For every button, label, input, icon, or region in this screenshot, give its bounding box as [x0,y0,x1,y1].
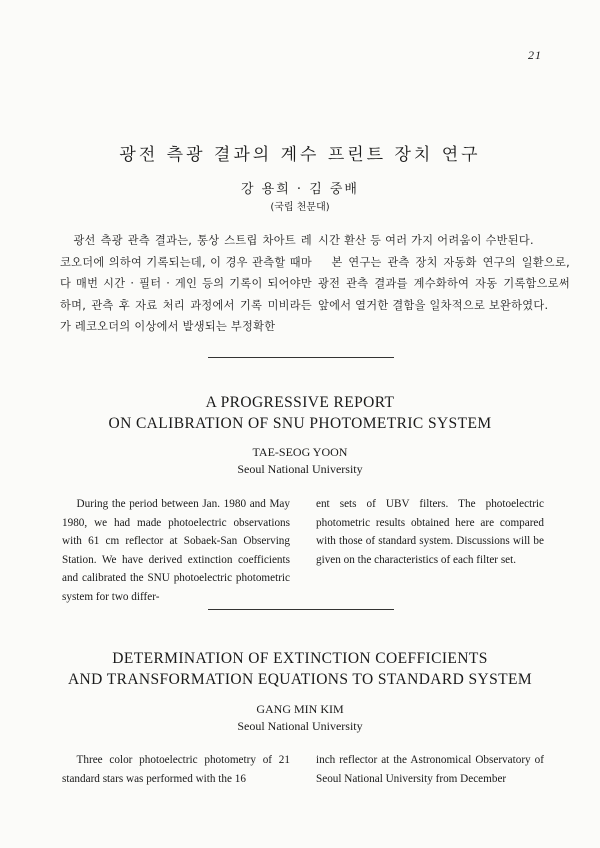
paper2-abstract-paragraph: Three color photoelectric photometry of 21 standard stars was performed with the 16 [62,754,290,785]
korean-abstract-paragraph: 본 연구는 관측 장치 자동화 연구의 일환으로, 광전 관측 결과를 계수화하여 자동 기록함으로써 앞에서 열거한 결함을 일차적으로 보완하였다. [318,255,570,312]
section-divider [208,609,394,610]
paper2-title [0,648,600,690]
paper2-affiliation: Seoul National University [237,719,363,733]
page-number: 21 [528,48,542,62]
paper2-abstract-paragraph: inch reflector at the Astronomical Observatory of Seoul National University from December [316,754,544,785]
paper1-affiliation: Seoul National University [237,462,363,476]
paper1-abstract-right-column [316,495,544,569]
paper1-abstract-paragraph: ent sets of UBV filters. The photoelectric photometric results obtained here are compared with those of standard system. Discussions will be given on the characteristics of each filter set. [316,498,544,566]
paper1-abstract-left-column [62,495,290,606]
paper2-title-line: AND TRANSFORMATION EQUATIONS TO STANDARD SYSTEM [67,671,533,688]
korean-paper-authors: 강 용희 · 김 중배 [240,182,359,197]
paper1-title-line: A PROGRESSIVE REPORT [205,394,395,411]
section-divider [208,357,394,358]
korean-abstract-paragraph: 시간 환산 등 여러 가지 어려움이 수반된다. [318,234,534,247]
paper2-abstract-right-column [316,751,544,788]
paper2-author: GANG MIN KIM [256,702,344,716]
paper1-abstract-paragraph: During the period between Jan. 1980 and May 1980, we had made photoelectric observations with 61 cm reflector at Sobaek-San Observing Station. We have derived extinction coefficients and calibrated the SNU photoelectric photometric system for two differ- [62,498,290,603]
korean-abstract-right-column [318,230,570,316]
paper2-abstract-left-column [62,751,290,788]
paper1-author: TAE-SEOG YOON [252,445,348,459]
korean-paper-affiliation: (국립 천문대) [270,202,330,213]
paper2-title-line: DETERMINATION OF EXTINCTION COEFFICIENTS [112,650,488,667]
korean-paper-title: 광전 측광 결과의 계수 프린트 장치 연구 [119,145,481,165]
paper1-title [0,392,600,434]
korean-abstract-paragraph: 광선 측광 관측 결과는, 통상 스트립 차아트 레코오더에 의하여 기록되는데, 이 경우 관측할 때마다 매번 시간 · 필터 · 게인 등의 기록이 되어야만 하며, 관측 후 자료 처리 과정에서 기록 미비라든가 레코오더의 이상에서 발생되는 부정확한 [60,234,312,333]
korean-abstract-left-column [60,230,312,338]
paper1-title-line: ON CALIBRATION OF SNU PHOTOMETRIC SYSTEM [108,415,492,432]
